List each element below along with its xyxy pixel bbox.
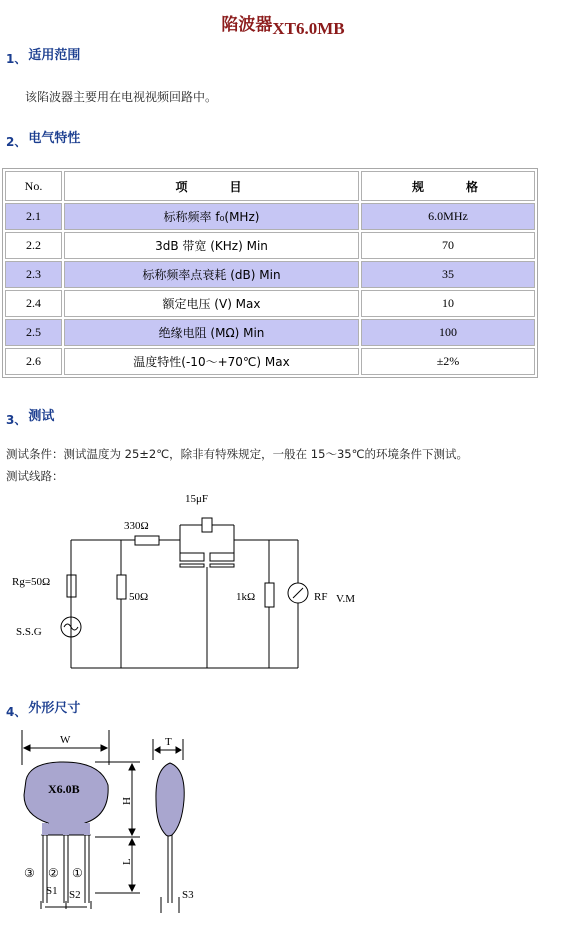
dim-t: T	[165, 736, 172, 748]
r1k-label: 1kΩ	[236, 591, 256, 603]
row-item: 温度特性(-10～+70℃) Max	[64, 348, 359, 375]
title-model: XT6.0MB	[272, 19, 345, 38]
row-item: 额定电压 (V) Max	[64, 290, 359, 317]
row-no: 2.5	[5, 319, 62, 346]
row-spec: 6.0MHz	[361, 203, 535, 230]
section-label: 外形尺寸	[28, 701, 81, 716]
header-spec: 规 格	[361, 171, 535, 201]
table-row	[5, 232, 535, 259]
resistor-1k	[265, 583, 274, 607]
spec-table	[2, 168, 538, 378]
table-row	[5, 203, 535, 230]
dim-w: W	[60, 734, 71, 746]
section-label: 电气特性	[28, 131, 81, 146]
pin-3-label: ③	[24, 866, 35, 880]
dim-s3: S3	[182, 889, 194, 901]
test-conditions: 测试条件：测试温度为 25±2℃，除非有特殊规定，一般在 15～35℃的环境条件下测试。	[6, 447, 468, 461]
row-spec: 35	[361, 261, 535, 288]
section-number: 1、	[6, 52, 27, 66]
pin-1-label: ①	[72, 866, 83, 880]
capacitor-15uf	[202, 518, 212, 532]
ssg-label: S.S.G	[16, 626, 42, 638]
filter-element-right	[210, 553, 234, 561]
circuit-label: 测试线路：	[6, 469, 64, 483]
vm-label: V.M	[336, 593, 356, 605]
dimension-drawing	[0, 725, 566, 925]
resistor-330	[135, 536, 159, 545]
dim-l: L	[121, 858, 133, 865]
section-heading-test	[6, 405, 55, 427]
pin-2-label: ②	[48, 866, 59, 880]
r330-label: 330Ω	[124, 520, 149, 532]
page-title	[0, 10, 566, 38]
row-no: 2.2	[5, 232, 62, 259]
section-label: 测试	[28, 409, 55, 424]
table-row	[5, 261, 535, 288]
section-label: 适用范围	[28, 48, 81, 63]
header-item: 项 目	[64, 171, 359, 201]
table-header-row	[5, 171, 535, 201]
section-number: 2、	[6, 135, 27, 149]
resistor-50	[117, 575, 126, 599]
section-number: 3、	[6, 413, 27, 427]
part-marking: X6.0B	[48, 782, 80, 796]
table-row	[5, 319, 535, 346]
row-no: 2.1	[5, 203, 62, 230]
title-cn: 陷波器	[221, 15, 273, 35]
row-spec: ±2%	[361, 348, 535, 375]
row-no: 2.4	[5, 290, 62, 317]
rg-label: Rg=50Ω	[12, 576, 51, 588]
r50-label: 50Ω	[129, 591, 149, 603]
section-heading-dimensions	[6, 697, 81, 719]
row-spec: 100	[361, 319, 535, 346]
row-no: 2.3	[5, 261, 62, 288]
test-circuit-diagram	[0, 485, 566, 675]
row-spec: 10	[361, 290, 535, 317]
row-item: 标称频率点衰耗 (dB) Min	[64, 261, 359, 288]
row-spec: 70	[361, 232, 535, 259]
dim-h: H	[121, 797, 133, 805]
row-item: 3dB 带宽 (KHz) Min	[64, 232, 359, 259]
table-row	[5, 348, 535, 375]
component-body-side	[156, 763, 184, 836]
row-no: 2.6	[5, 348, 62, 375]
section-heading-electrical	[6, 127, 81, 149]
rf-label: RF	[314, 591, 328, 603]
filter-element-left	[180, 553, 204, 561]
row-item: 绝缘电阻 (MΩ) Min	[64, 319, 359, 346]
dim-s2: S2	[69, 889, 81, 901]
dim-s1: S1	[46, 885, 58, 897]
section-heading-scope	[6, 44, 81, 66]
table-row	[5, 290, 535, 317]
application-text: 该陷波器主要用在电视视频回路中。	[25, 90, 218, 104]
header-no: No.	[5, 171, 62, 201]
cap-label: 15μF	[185, 493, 209, 505]
section-number: 4、	[6, 705, 27, 719]
row-item: 标称频率 f₀(MHz)	[64, 203, 359, 230]
